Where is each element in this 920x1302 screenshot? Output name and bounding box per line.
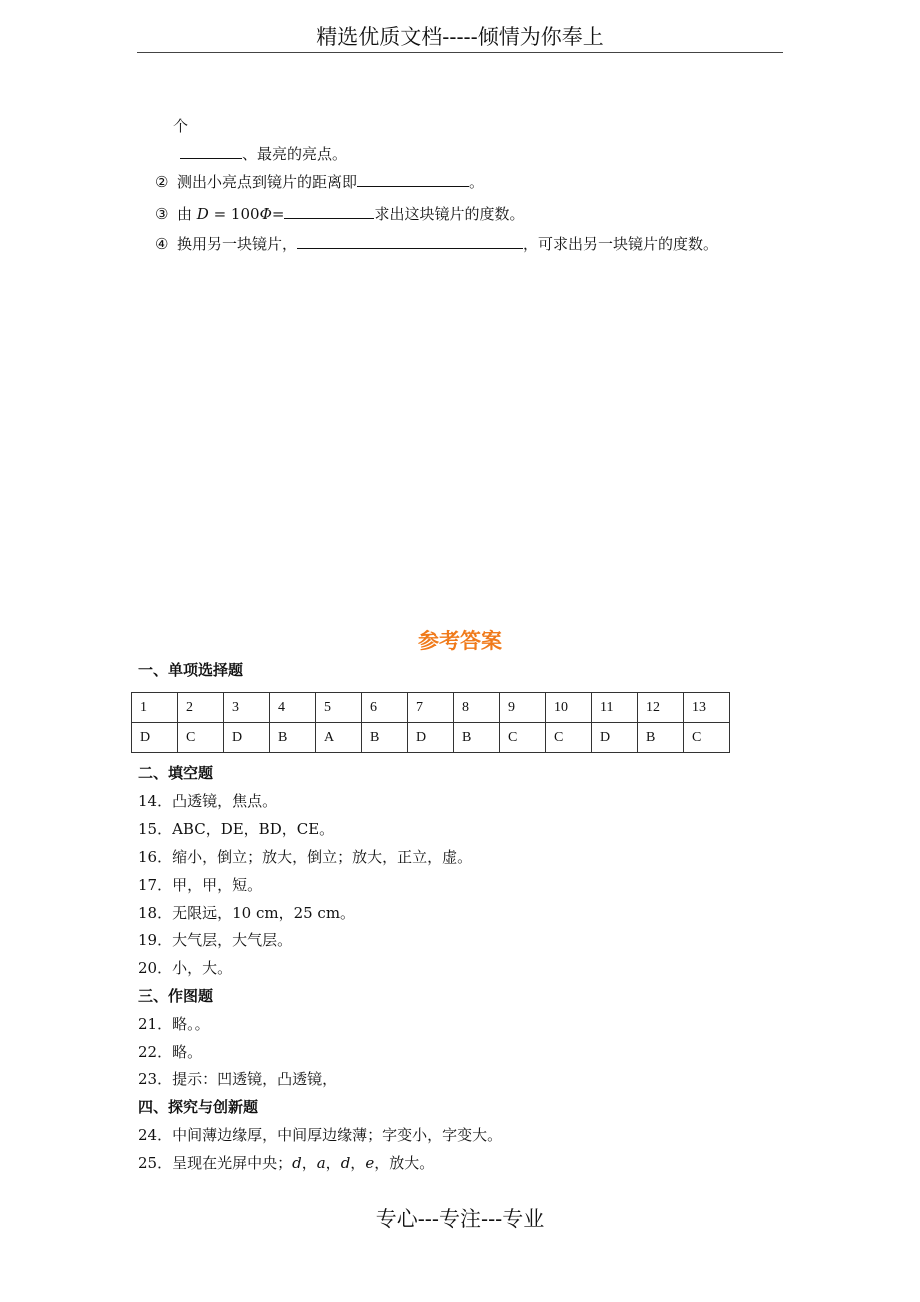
question-line-3-eq: = <box>271 205 285 223</box>
table-cell-answer: D <box>132 723 178 753</box>
table-cell-answer: B <box>454 723 500 753</box>
answer-line-17: 17．甲，甲，短。 <box>138 876 263 894</box>
answer-line-24: 24．中间薄边缘厚，中间厚边缘薄；字变小，字变大。 <box>138 1126 503 1144</box>
table-cell-answer: C <box>684 723 730 753</box>
answer-25-var-3: d <box>340 1154 351 1172</box>
answer-line-21: 21．略。。 <box>138 1015 210 1033</box>
answers-title: 参考答案 <box>418 629 502 653</box>
table-cell-answer: B <box>270 723 316 753</box>
circled-number-3: ③ <box>155 205 169 223</box>
table-cell-number: 3 <box>224 693 270 723</box>
answer-line-18: 18．无限远，10 cm，25 cm。 <box>138 904 356 922</box>
answer-25-suffix: ，放大。 <box>374 1154 435 1172</box>
answer-25-var-1: d <box>292 1154 302 1172</box>
page-header: 精选优质文档-----倾情为你奉上 <box>137 22 783 53</box>
table-cell-number: 10 <box>546 693 592 723</box>
table-cell-answer: C <box>546 723 592 753</box>
answer-line-16: 16．缩小，倒立；放大，倒立；放大，正立，虚。 <box>138 848 473 866</box>
table-cell-number: 8 <box>454 693 500 723</box>
answer-25-sep-1: ， <box>301 1154 317 1172</box>
table-cell-answer: A <box>316 723 362 753</box>
table-cell-number: 11 <box>592 693 638 723</box>
table-cell-answer: B <box>362 723 408 753</box>
question-line-0 <box>173 115 188 137</box>
answer-line-20: 20．小，大。 <box>138 959 233 977</box>
table-cell-number: 7 <box>408 693 454 723</box>
circled-number-4: ④ <box>155 235 169 253</box>
table-cell-number: 2 <box>178 693 224 723</box>
table-cell-answer: D <box>592 723 638 753</box>
var-d: D <box>196 205 209 223</box>
table-row-answers <box>132 723 730 753</box>
table-cell-answer: B <box>638 723 684 753</box>
circled-number-2: ② <box>155 173 169 191</box>
answer-blank-2[interactable] <box>357 170 469 187</box>
answer-25-var-4: e <box>365 1154 375 1172</box>
section-heading-single-choice: 一、单项选择题 <box>138 661 244 679</box>
table-row-numbers <box>132 693 730 723</box>
question-line-2-text: 测出小亮点到镜片的距离即 <box>177 173 358 191</box>
question-line-3 <box>155 202 524 225</box>
multiple-choice-answer-table <box>131 692 730 753</box>
section-heading-explore: 四、探究与创新题 <box>138 1098 259 1116</box>
table-cell-number: 4 <box>270 693 316 723</box>
answer-blank-4[interactable] <box>297 232 523 249</box>
question-line-2-end: 。 <box>469 173 485 191</box>
answer-line-23: 23．提示：凹透镜，凸透镜， <box>138 1070 338 1088</box>
table-cell-number: 6 <box>362 693 408 723</box>
answer-25-sep-2: ， <box>325 1154 341 1172</box>
table-cell-number: 9 <box>500 693 546 723</box>
answer-line-14: 14．凸透镜，焦点。 <box>138 792 278 810</box>
answer-25-prefix: 25．呈现在光屏中央； <box>138 1154 293 1172</box>
table-cell-number: 12 <box>638 693 684 723</box>
table-cell-number: 1 <box>132 693 178 723</box>
answer-line-19: 19．大气层，大气层。 <box>138 931 293 949</box>
table-cell-answer: D <box>224 723 270 753</box>
question-line-1 <box>180 142 347 165</box>
table-cell-answer: C <box>178 723 224 753</box>
var-phi: Φ <box>259 205 272 223</box>
table-cell-answer: D <box>408 723 454 753</box>
question-line-1-text: 、最亮的亮点。 <box>242 145 348 163</box>
answer-blank-3[interactable] <box>284 202 374 219</box>
answer-line-25 <box>138 1152 434 1174</box>
answer-blank-1[interactable] <box>180 142 242 159</box>
question-line-4-after: ，可求出另一块镜片的度数。 <box>523 235 719 253</box>
table-cell-number: 5 <box>316 693 362 723</box>
question-line-3-prefix: 由 <box>177 205 197 223</box>
question-line-3-mid: = 100 <box>208 205 260 223</box>
question-line-4-text: 换用另一块镜片， <box>177 235 298 253</box>
question-line-4 <box>155 232 718 255</box>
answer-25-var-2: a <box>316 1154 326 1172</box>
answer-line-22: 22．略。 <box>138 1043 203 1061</box>
table-cell-answer: C <box>500 723 546 753</box>
answer-line-15: 15．ABC，DE，BD，CE。 <box>138 820 335 838</box>
question-line-3-after: 求出这块镜片的度数。 <box>374 205 525 223</box>
page-footer: 专心---专注---专业 <box>375 1207 545 1231</box>
section-heading-drawing: 三、作图题 <box>138 987 214 1005</box>
table-cell-number: 13 <box>684 693 730 723</box>
question-line-2 <box>155 170 484 193</box>
answer-25-sep-3: ， <box>350 1154 366 1172</box>
question-line-0-text: 个 <box>173 117 189 135</box>
section-heading-fill-in: 二、填空题 <box>138 764 214 782</box>
